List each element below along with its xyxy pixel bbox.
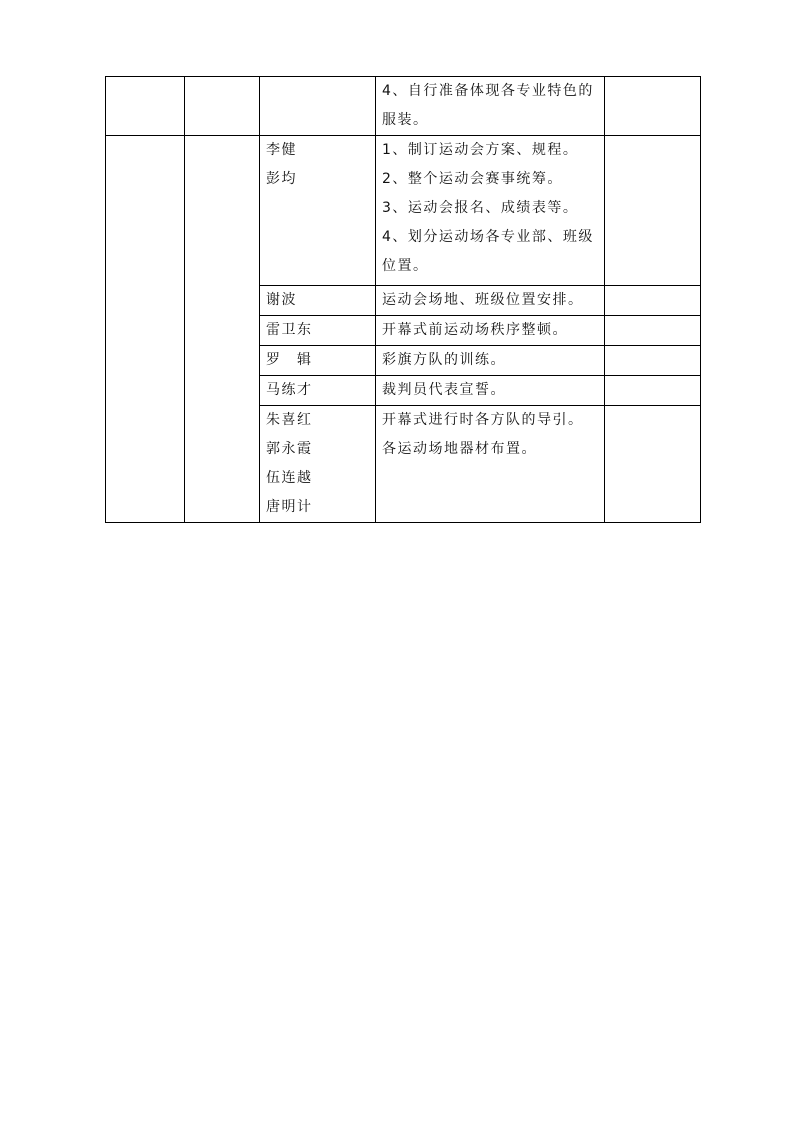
- person-name: 谢波: [266, 292, 297, 308]
- table-cell: [106, 136, 185, 523]
- task-line: 开幕式前运动场秩序整顿。: [382, 322, 568, 338]
- task-cell: [376, 376, 605, 406]
- table-cell: [605, 346, 701, 376]
- table-row: [106, 136, 701, 286]
- task-line: 4、自行准备体现各专业特色的: [382, 83, 594, 99]
- names-cell: [260, 406, 376, 523]
- table-row: [106, 77, 701, 136]
- task-cell: [376, 346, 605, 376]
- names-cell: [260, 376, 376, 406]
- table-cell: [106, 77, 185, 136]
- task-cell: [376, 406, 605, 523]
- task-line: 位置。: [382, 258, 429, 274]
- task-line: 1、制订运动会方案、规程。: [382, 142, 579, 158]
- person-name: 罗 辑: [266, 352, 313, 368]
- person-name: 伍连越: [266, 470, 313, 486]
- person-name: 马练才: [266, 382, 313, 398]
- task-cell: [376, 136, 605, 286]
- table-cell: [605, 77, 701, 136]
- table-cell: [605, 406, 701, 523]
- person-name: 雷卫东: [266, 322, 313, 338]
- table-cell: [605, 316, 701, 346]
- person-name: 彭均: [266, 171, 297, 187]
- person-name: 唐明计: [266, 499, 313, 515]
- task-cell: [376, 286, 605, 316]
- table-cell: [185, 136, 260, 523]
- task-line: 各运动场地器材布置。: [382, 441, 537, 457]
- table-cell: [185, 77, 260, 136]
- table-cell: [605, 376, 701, 406]
- table-cell: [605, 286, 701, 316]
- person-name: 李健: [266, 142, 297, 158]
- names-cell: [260, 316, 376, 346]
- task-line: 彩旗方队的训练。: [382, 352, 506, 368]
- person-name: 朱喜红: [266, 412, 313, 428]
- names-cell: [260, 286, 376, 316]
- task-line: 3、运动会报名、成绩表等。: [382, 200, 579, 216]
- names-cell: [260, 136, 376, 286]
- task-assignment-table: [105, 76, 701, 523]
- task-line: 服装。: [382, 112, 429, 128]
- table-cell: [605, 136, 701, 286]
- task-line: 开幕式进行时各方队的导引。: [382, 412, 584, 428]
- task-line: 裁判员代表宣誓。: [382, 382, 506, 398]
- task-line: 2、整个运动会赛事统筹。: [382, 171, 563, 187]
- task-cell: [376, 316, 605, 346]
- task-cell: [376, 77, 605, 136]
- person-name: 郭永霞: [266, 441, 313, 457]
- names-cell: [260, 346, 376, 376]
- task-line: 运动会场地、班级位置安排。: [382, 292, 584, 308]
- table-cell: [260, 77, 376, 136]
- task-line: 4、划分运动场各专业部、班级: [382, 229, 594, 245]
